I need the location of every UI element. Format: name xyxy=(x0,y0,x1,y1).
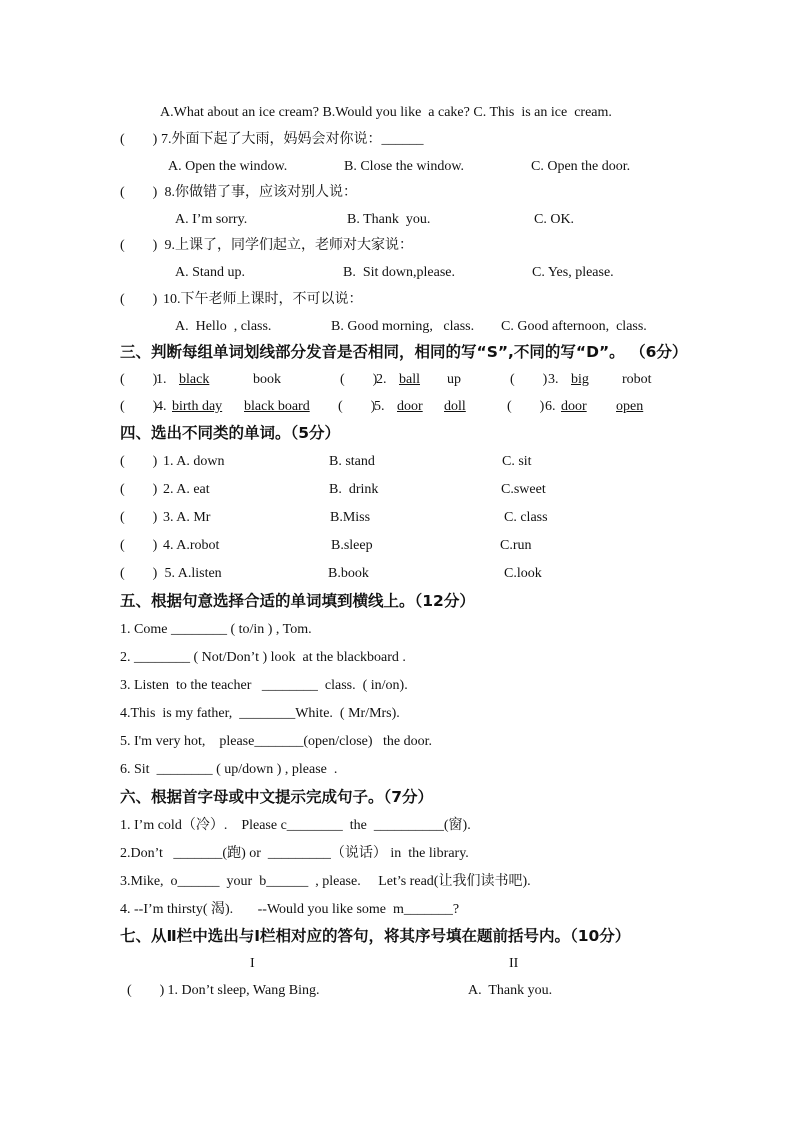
q10-answer-bracket[interactable]: ( ) xyxy=(120,292,158,307)
q10-option-c: C. Good afternoon, class. xyxy=(501,319,647,334)
s4-q1-option-a: 1. A. down xyxy=(163,454,225,469)
s3-q3-word2: robot xyxy=(622,372,652,387)
s7-option-a: A. Thank you. xyxy=(468,983,553,998)
q10-option-a: A. Hello , class. xyxy=(175,319,272,334)
s3-q1-bracket[interactable]: ( ) xyxy=(120,372,158,387)
s4-q2-option-b: B. drink xyxy=(329,482,379,497)
s7-q1-bracket[interactable]: ( ) xyxy=(127,983,165,998)
section3-title: 三、判断每组单词划线部分发音是否相同，相同的写“S”,不同的写“D”。 （6分） xyxy=(120,343,688,361)
s3-q6-word2: open xyxy=(616,399,644,414)
s4-q4-option-b: B.sleep xyxy=(331,538,373,553)
s4-q2-option-a: 2. A. eat xyxy=(163,482,210,497)
s5-line-4: 4.This is my father, ________White. ( Mr/Mrs). xyxy=(120,706,400,721)
q8-answer-bracket[interactable]: ( ) xyxy=(120,185,158,200)
s7-q1-question: 1. Don’t sleep, Wang Bing. xyxy=(164,983,320,998)
q7-option-c: C. Open the door. xyxy=(531,159,631,174)
s4-q3-option-a: 3. A. Mr xyxy=(163,510,211,525)
s3-q6-number: 6. xyxy=(545,399,556,414)
s4-q3-option-c: C. class xyxy=(504,510,548,525)
s3-q2-number: 2. xyxy=(376,372,390,387)
s4-q1-option-b: B. stand xyxy=(329,454,375,469)
s4-q1-option-c: C. sit xyxy=(502,454,532,469)
q7-option-b: B. Close the window. xyxy=(344,159,465,174)
s3-q4-bracket[interactable]: ( ) xyxy=(120,399,158,414)
s3-q4-number: 4. xyxy=(156,399,167,414)
s4-q5-bracket[interactable]: ( ) xyxy=(120,566,158,581)
s4-q5-option-b: B.book xyxy=(328,566,369,581)
s4-q4-option-a: 4. A.robot xyxy=(163,538,220,553)
s5-line-3: 3. Listen to the teacher ________ class. ( in/on). xyxy=(120,678,408,693)
q8-option-a: A. I’m sorry. xyxy=(175,212,248,227)
q7-question: 7.外面下起了大雨，妈妈会对你说：______ xyxy=(161,132,424,147)
s6-line-2: 2.Don’t _______(跑) or _________（说话） in the library. xyxy=(120,846,469,861)
s5-line-2: 2. ________ ( Not/Don’t ) look at the blackboard . xyxy=(120,650,406,665)
q8-option-c: C. OK. xyxy=(534,212,575,227)
q9-option-c: C. Yes, please. xyxy=(532,265,614,280)
s3-q4-word2: black board xyxy=(244,399,310,414)
s6-line-3: 3.Mike, o______ your b______ , please. Let’s read(让我们读书吧). xyxy=(120,874,531,889)
s5-line-6: 6. Sit ________ ( up/down ) , please . xyxy=(120,762,338,777)
s3-q6-bracket[interactable]: ( ) xyxy=(507,399,545,414)
s3-q2-bracket[interactable]: ( ) xyxy=(340,372,378,387)
s7-column-1-heading: I xyxy=(250,956,255,971)
q8-question: 8.你做错了事，应该对别人说： xyxy=(161,185,357,200)
q9-option-b: B. Sit down,please. xyxy=(343,265,455,280)
s5-line-5: 5. I'm very hot, please_______(open/close) the door. xyxy=(120,734,433,749)
s4-q3-bracket[interactable]: ( ) xyxy=(120,510,158,525)
s4-q1-bracket[interactable]: ( ) xyxy=(120,454,158,469)
s4-q5-option-a: 5. A.listen xyxy=(161,566,222,581)
section4-title: 四、选出不同类的单词。（5分） xyxy=(120,424,341,442)
s3-q3-number: 3. xyxy=(548,372,562,387)
q10-option-b: B. Good morning, class. xyxy=(331,319,475,334)
q9-question: 9.上课了，同学们起立，老师对大家说： xyxy=(161,238,413,253)
q6-options: A.What about an ice cream? B.Would you like a cake? C. This is an ice cream. xyxy=(160,105,612,120)
s3-q1-word2: book xyxy=(253,372,281,387)
s3-q3-bracket[interactable]: ( ) xyxy=(510,372,548,387)
s4-q4-bracket[interactable]: ( ) xyxy=(120,538,158,553)
q9-option-a: A. Stand up. xyxy=(175,265,245,280)
s7-column-2-heading: II xyxy=(509,956,519,971)
section5-title: 五、根据句意选择合适的单词填到横线上。（12分） xyxy=(120,592,475,610)
s4-q3-option-b: B.Miss xyxy=(330,510,371,525)
s3-q2-word1: ball xyxy=(399,372,420,387)
q7-answer-bracket[interactable]: ( ) xyxy=(120,132,158,147)
s4-q5-option-c: C.look xyxy=(504,566,542,581)
s3-q5-word2: doll xyxy=(444,399,466,414)
s3-q6-word1: door xyxy=(561,399,587,414)
section7-title: 七、从Ⅱ栏中选出与Ⅰ栏相对应的答句，将其序号填在题前括号内。（10分） xyxy=(120,927,631,945)
s4-q4-option-c: C.run xyxy=(500,538,532,553)
q10-question: 10.下午老师上课时，不可以说： xyxy=(163,292,363,307)
s4-q2-bracket[interactable]: ( ) xyxy=(120,482,158,497)
s5-line-1: 1. Come ________ ( to/in ) , Tom. xyxy=(120,622,312,637)
s4-q2-option-c: C.sweet xyxy=(501,482,546,497)
q8-option-b: B. Thank you. xyxy=(347,212,431,227)
s6-line-1: 1. I’m cold（冷）. Please c________ the __________(窗). xyxy=(120,818,471,833)
s3-q1-number: 1. xyxy=(156,372,170,387)
q7-option-a: A. Open the window. xyxy=(168,159,288,174)
s3-q5-word1: door xyxy=(397,399,423,414)
q9-answer-bracket[interactable]: ( ) xyxy=(120,238,158,253)
s3-q1-word1: black xyxy=(179,372,210,387)
s3-q3-word1: big xyxy=(571,372,589,387)
s3-q5-bracket[interactable]: ( ) xyxy=(338,399,376,414)
s3-q2-word2: up xyxy=(447,372,461,387)
s6-line-4: 4. --I’m thirsty( 渴). --Would you like some m_______? xyxy=(120,902,460,917)
section6-title: 六、根据首字母或中文提示完成句子。（7分） xyxy=(120,788,434,806)
s3-q4-word1: birth day xyxy=(172,399,223,414)
s3-q5-number: 5. xyxy=(374,399,388,414)
